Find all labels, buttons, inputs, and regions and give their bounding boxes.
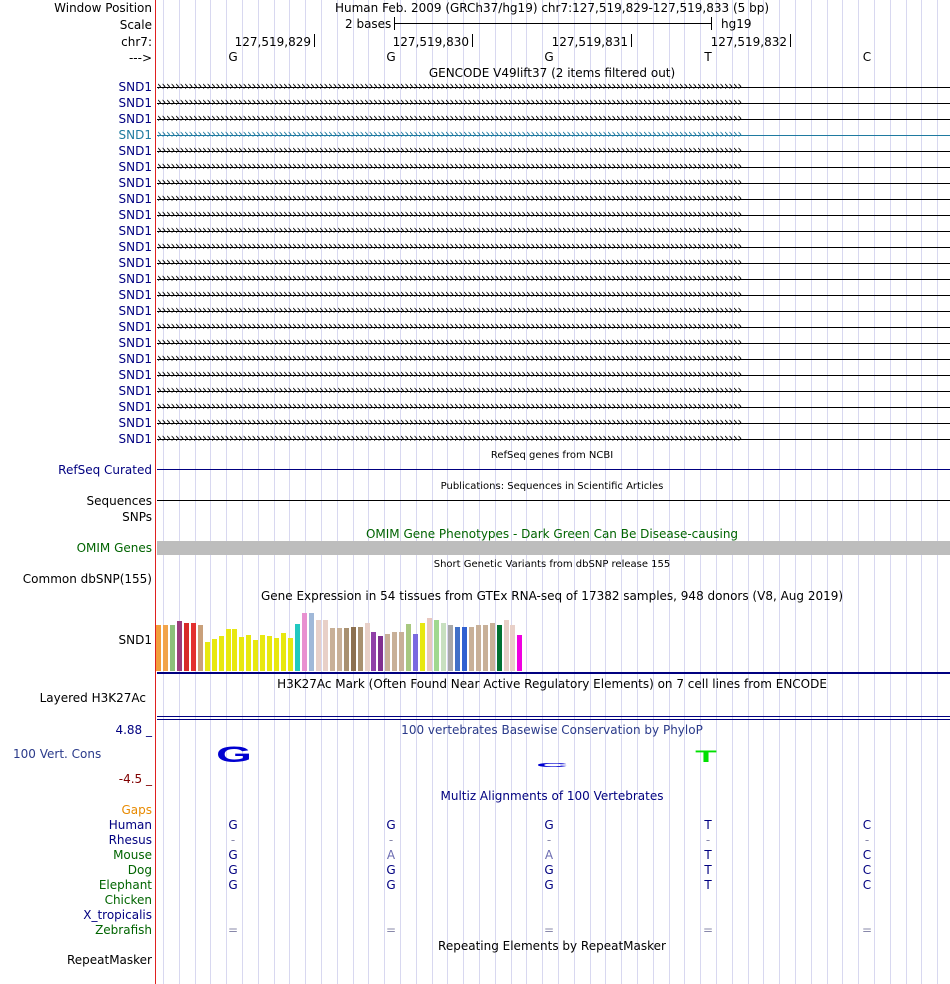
aligned-base: A [544, 848, 554, 862]
gtex-tissue-bar[interactable] [288, 638, 293, 671]
scale-bar-right-tick [711, 17, 712, 30]
gtex-tissue-bar[interactable] [330, 628, 335, 671]
aligned-base: G [386, 818, 396, 832]
gtex-tissue-bar[interactable] [413, 634, 418, 671]
gencode-transcript-arrows: ›››››››››››››››››››››››››››››››››››››››››››››››››››››››››››››››››››››››››››››››››››››››››››››››››››››››››››››››››››››››››››››››››› [157, 223, 742, 237]
gtex-tissue-bar[interactable] [191, 623, 196, 671]
aligned-base: = [227, 923, 239, 937]
ruler-tick [631, 34, 632, 47]
species-label[interactable]: Rhesus [108, 833, 152, 847]
gencode-transcript-label[interactable]: SND1 [118, 320, 152, 334]
aligned-base: T [704, 848, 712, 862]
gtex-tissue-bar[interactable] [337, 628, 342, 671]
omim-track-label[interactable]: OMIM Genes [76, 541, 152, 555]
gencode-transcript-arrows: ›››››››››››››››››››››››››››››››››››››››››››››››››››››››››››››››››››››››››››››››››››››››››››››››››››››››››››››››››››››››››››››››››› [157, 367, 742, 381]
dbsnp-track-label[interactable]: Common dbSNP(155) [22, 572, 152, 586]
gencode-transcript-arrows: ›››››››››››››››››››››››››››››››››››››››››››››››››››››››››››››››››››››››››››››››››››››››››››››››››››››››››››››››››››››››››››››››››› [157, 175, 742, 189]
gtex-tissue-bar[interactable] [434, 620, 439, 671]
scale-assembly: hg19 [721, 17, 752, 31]
gencode-transcript-arrows: ›››››››››››››››››››››››››››››››››››››››››››››››››››››››››››››››››››››››››››››››››››››››››››››››››››››››››››››››››››››››››››››››››› [157, 79, 742, 93]
dbsnp-track-title: Short Genetic Variants from dbSNP release 155 [433, 559, 671, 570]
reference-base: G [386, 50, 396, 64]
aligned-base: G [228, 818, 238, 832]
gencode-transcript-label[interactable]: SND1 [118, 400, 152, 414]
aligned-base: G [544, 863, 554, 877]
gtex-tissue-bar[interactable] [267, 636, 272, 671]
aligned-base: T [704, 818, 712, 832]
gtex-tissue-bar[interactable] [351, 627, 356, 671]
gencode-transcript-arrows: ›››››››››››››››››››››››››››››››››››››››››››››››››››››››››››››››››››››››››››››››››››››››››››››››››››››››››››››››››››››››››››››››››› [157, 287, 742, 301]
gtex-tissue-bar[interactable] [476, 625, 481, 671]
ruler-position: 127,519,831 [551, 35, 628, 49]
aligned-base: C [862, 818, 872, 832]
gencode-transcript-arrows: ›››››››››››››››››››››››››››››››››››››››››››››››››››››››››››››››››››››››››››››››››››››››››››››››››››››››››››››››››››››››››››››››››› [157, 271, 742, 285]
conservation-letter: T [695, 746, 717, 766]
gtex-tissue-bar[interactable] [483, 625, 488, 671]
species-label[interactable]: Zebrafish [95, 923, 152, 937]
gtex-track-label[interactable]: SND1 [118, 633, 152, 647]
gtex-tissue-bar[interactable] [441, 623, 446, 671]
ruler-position: 127,519,832 [710, 35, 787, 49]
gtex-tissue-bar[interactable] [184, 623, 189, 671]
gtex-tissue-bar[interactable] [316, 620, 321, 671]
gtex-tissue-bar[interactable] [406, 624, 411, 671]
aligned-base: C [862, 863, 872, 877]
gtex-tissue-bar[interactable] [226, 629, 231, 671]
refseq-track-label[interactable]: RefSeq Curated [58, 463, 152, 477]
gencode-transcript-arrows: ›››››››››››››››››››››››››››››››››››››››››››››››››››››››››››››››››››››››››››››››››››››››››››››››››››››››››››››››››››››››››››››››››› [157, 383, 742, 397]
h3k27ac-track-title: H3K27Ac Mark (Often Found Near Active Regulatory Elements) on 7 cell lines from ENCODE [277, 677, 827, 691]
gencode-transcript-label[interactable]: SND1 [118, 352, 152, 366]
gtex-tissue-bar[interactable] [385, 634, 390, 671]
conservation-max-label: 4.88 _ [115, 723, 152, 737]
species-label[interactable]: Dog [127, 863, 152, 877]
gencode-transcript-label[interactable]: SND1 [118, 432, 152, 446]
aligned-base: C [862, 878, 872, 892]
gtex-tissue-bar[interactable] [392, 632, 397, 671]
gtex-tissue-bar[interactable] [246, 635, 251, 671]
gtex-tissue-bar[interactable] [448, 625, 453, 671]
aligned-base: - [705, 833, 711, 847]
snps-track-label[interactable]: SNPs [122, 510, 152, 524]
gtex-tissue-bar[interactable] [420, 623, 425, 671]
strand-label: ---> [128, 51, 152, 65]
ruler-position: 127,519,830 [392, 35, 469, 49]
gtex-tissue-bar[interactable] [490, 623, 495, 671]
gtex-tissue-bar[interactable] [253, 640, 258, 671]
gtex-tissue-bar[interactable] [156, 625, 161, 671]
gencode-transcript-arrows: ›››››››››››››››››››››››››››››››››››››››››››››››››››››››››››››››››››››››››››››››››››››››››››››››››››››››››››››››››››››››››››››››››› [157, 399, 742, 413]
gencode-transcript-label[interactable]: SND1 [118, 416, 152, 430]
publications-track-line [157, 500, 950, 501]
aligned-base: = [702, 923, 714, 937]
window-position-value: Human Feb. 2009 (GRCh37/hg19) chr7:127,519,829-127,519,833 (5 bp) [334, 1, 770, 15]
gtex-tissue-bar[interactable] [212, 639, 217, 671]
gtex-tissue-bar[interactable] [344, 628, 349, 671]
gtex-tissue-bar[interactable] [517, 635, 522, 671]
h3k27ac-line-bottom [157, 719, 950, 720]
aligned-base: G [228, 848, 238, 862]
gencode-transcript-label[interactable]: SND1 [118, 368, 152, 382]
gencode-transcript-label[interactable]: SND1 [118, 192, 152, 206]
gencode-transcript-label[interactable]: SND1 [118, 128, 152, 142]
h3k27ac-track-label[interactable]: Layered H3K27Ac [39, 691, 146, 705]
conservation-track-label[interactable]: 100 Vert. Cons [13, 747, 102, 761]
scale-bar [394, 23, 712, 24]
gtex-tissue-bar[interactable] [510, 625, 515, 671]
window-position-label: Window Position [54, 1, 152, 15]
repeatmasker-track-title: Repeating Elements by RepeatMasker [438, 939, 666, 953]
gaps-label[interactable]: Gaps [121, 803, 152, 817]
gtex-tissue-bar[interactable] [198, 625, 203, 671]
aligned-base: G [386, 863, 396, 877]
multiz-track-title: Multiz Alignments of 100 Vertebrates [440, 789, 664, 803]
gencode-transcript-arrows: ›››››››››››››››››››››››››››››››››››››››››››››››››››››››››››››››››››››››››››››››››››››››››››››››››››››››››››››››››››››››››››››››››› [157, 159, 742, 173]
aligned-base: G [544, 878, 554, 892]
gencode-transcript-label[interactable]: SND1 [118, 336, 152, 350]
species-label[interactable]: X_tropicalis [83, 908, 152, 922]
species-label[interactable]: Elephant [98, 878, 152, 892]
omim-track-title: OMIM Gene Phenotypes - Dark Green Can Be Disease-causing [365, 527, 739, 541]
gtex-tissue-bar[interactable] [295, 624, 300, 671]
gtex-tissue-bar[interactable] [163, 625, 168, 671]
omim-gene-bar[interactable] [157, 541, 950, 555]
reference-base: T [704, 50, 712, 64]
aligned-base: C [862, 848, 872, 862]
gencode-transcript-label[interactable]: SND1 [118, 288, 152, 302]
gencode-transcript-arrows: ›››››››››››››››››››››››››››››››››››››››››››››››››››››››››››››››››››››››››››››››››››››››››››››››››››››››››››››››››››››››››››››››››› [157, 207, 742, 221]
gencode-transcript-label[interactable]: SND1 [118, 256, 152, 270]
gtex-tissue-bar[interactable] [281, 633, 286, 671]
repeatmasker-track-label[interactable]: RepeatMasker [66, 953, 152, 967]
gencode-transcript-arrows: ›››››››››››››››››››››››››››››››››››››››››››››››››››››››››››››››››››››››››››››››››››››››››››››››››››››››››››››››››››››››››››››››››› [157, 191, 742, 205]
gencode-transcript-arrows: ›››››››››››››››››››››››››››››››››››››››››››››››››››››››››››››››››››››››››››››››››››››››››››››››››››››››››››››››››››››››››››››››››› [157, 335, 742, 349]
gtex-tissue-bar[interactable] [177, 621, 182, 671]
gencode-transcript-label[interactable]: SND1 [118, 304, 152, 318]
gtex-tissue-bar[interactable] [239, 637, 244, 671]
label-divider [155, 0, 156, 984]
publications-track-label[interactable]: Sequences [86, 494, 152, 508]
gtex-tissue-bar[interactable] [378, 636, 383, 671]
aligned-base: G [544, 818, 554, 832]
reference-base: G [228, 50, 238, 64]
refseq-track-title: RefSeq genes from NCBI [490, 450, 614, 461]
aligned-base: G [228, 878, 238, 892]
gtex-tissue-bar[interactable] [497, 625, 502, 671]
gtex-tissue-bar[interactable] [462, 627, 467, 671]
gtex-tissue-bar[interactable] [260, 635, 265, 671]
gtex-tissue-bar[interactable] [170, 625, 175, 671]
aligned-base: A [386, 848, 396, 862]
aligned-base: - [230, 833, 236, 847]
gtex-tissue-bar[interactable] [274, 638, 279, 671]
aligned-base: T [704, 863, 712, 877]
gtex-baseline [157, 672, 950, 674]
scale-value: 2 bases [345, 17, 392, 31]
aligned-base: = [861, 923, 873, 937]
gencode-transcript-label[interactable]: SND1 [118, 240, 152, 254]
conservation-letter: C [536, 762, 568, 769]
gtex-track-title: Gene Expression in 54 tissues from GTEx RNA-seq of 17382 samples, 948 donors (V8, Aug 2019) [260, 589, 844, 603]
gencode-transcript-label[interactable]: SND1 [118, 144, 152, 158]
gencode-transcript-arrows: ›››››››››››››››››››››››››››››››››››››››››››››››››››››››››››››››››››››››››››››››››››››››››››››››››››››››››››››››››››››››››››››››››› [157, 239, 742, 253]
gtex-tissue-bar[interactable] [232, 629, 237, 671]
gtex-tissue-bar[interactable] [504, 620, 509, 671]
gencode-transcript-label[interactable]: SND1 [118, 272, 152, 286]
ruler-tick [790, 34, 791, 47]
gtex-tissue-bar[interactable] [371, 632, 376, 671]
gtex-tissue-bar[interactable] [219, 636, 224, 671]
gencode-transcript-label[interactable]: SND1 [118, 160, 152, 174]
reference-base: G [544, 50, 554, 64]
gencode-transcript-label[interactable]: SND1 [118, 176, 152, 190]
gtex-tissue-bar[interactable] [358, 627, 363, 671]
gencode-transcript-arrows: ›››››››››››››››››››››››››››››››››››››››››››››››››››››››››››››››››››››››››››››››››››››››››››››››››››››››››››››››››››››››››››››››››› [157, 319, 742, 333]
gencode-transcript-arrows: ›››››››››››››››››››››››››››››››››››››››››››››››››››››››››››››››››››››››››››››››››››››››››››››››››››››››››››››››››››››››››››››››››› [157, 415, 742, 429]
chrom-label: chr7: [121, 35, 152, 49]
gencode-transcript-label[interactable]: SND1 [118, 96, 152, 110]
conservation-letter: G [216, 741, 252, 767]
gtex-tissue-bar[interactable] [302, 613, 307, 671]
aligned-base: = [543, 923, 555, 937]
publications-track-title: Publications: Sequences in Scientific Articles [440, 481, 664, 492]
h3k27ac-line-top [157, 716, 950, 717]
gencode-transcript-arrows: ›››››››››››››››››››››››››››››››››››››››››››››››››››››››››››››››››››››››››››››››››››››››››››››››››››››››››››››››››››››››››››››››››› [157, 255, 742, 269]
gencode-transcript-arrows: ›››››››››››››››››››››››››››››››››››››››››››››››››››››››››››››››››››››››››››››››››››››››››››››››››››››››››››››››››››››››››››››››››› [157, 111, 742, 125]
aligned-base: T [704, 878, 712, 892]
species-label[interactable]: Mouse [113, 848, 152, 862]
gencode-transcript-label[interactable]: SND1 [118, 224, 152, 238]
ruler-tick [314, 34, 315, 47]
gtex-tissue-bar[interactable] [455, 627, 460, 671]
aligned-base: - [546, 833, 552, 847]
conservation-min-label: -4.5 _ [118, 772, 152, 786]
gencode-transcript-label[interactable]: SND1 [118, 208, 152, 222]
reference-base: C [862, 50, 872, 64]
aligned-base: - [864, 833, 870, 847]
gencode-transcript-label[interactable]: SND1 [118, 80, 152, 94]
gencode-transcript-arrows: ›››››››››››››››››››››››››››››››››››››››››››››››››››››››››››››››››››››››››››››››››››››››››››››››››››››››››››››››››››››››››››››››››› [157, 143, 742, 157]
gtex-tissue-bar[interactable] [399, 632, 404, 671]
species-label[interactable]: Chicken [104, 893, 152, 907]
gtex-tissue-bar[interactable] [323, 620, 328, 671]
gencode-transcript-arrows: ›››››››››››››››››››››››››››››››››››››››››››››››››››››››››››››››››››››››››››››››››››››››››››››››››››››››››››››››››››››››››››››››››› [157, 431, 742, 445]
gtex-tissue-bar[interactable] [205, 642, 210, 671]
conservation-track-title: 100 vertebrates Basewise Conservation by PhyloP [401, 723, 703, 737]
gencode-transcript-label[interactable]: SND1 [118, 112, 152, 126]
refseq-track-line [157, 469, 950, 470]
aligned-base: - [388, 833, 394, 847]
gtex-tissue-bar[interactable] [365, 623, 370, 671]
gtex-tissue-bar[interactable] [469, 627, 474, 671]
ruler-position: 127,519,829 [234, 35, 311, 49]
gencode-transcript-arrows: ›››››››››››››››››››››››››››››››››››››››››››››››››››››››››››››››››››››››››››››››››››››››››››››››››››››››››››››››››››››››››››››››››› [157, 351, 742, 365]
aligned-base: G [228, 863, 238, 877]
gencode-transcript-arrows: ›››››››››››››››››››››››››››››››››››››››››››››››››››››››››››››››››››››››››››››››››››››››››››››››››››››››››››››››››››››››››››››››››› [157, 127, 742, 141]
gtex-tissue-bar[interactable] [309, 613, 314, 671]
species-label[interactable]: Human [108, 818, 152, 832]
gencode-transcript-label[interactable]: SND1 [118, 384, 152, 398]
scale-label: Scale [119, 18, 152, 32]
aligned-base: G [386, 878, 396, 892]
gencode-transcript-arrows: ›››››››››››››››››››››››››››››››››››››››››››››››››››››››››››››››››››››››››››››››››››››››››››››››››››››››››››››››››››››››››››››››››› [157, 95, 742, 109]
gencode-track-title: GENCODE V49lift37 (2 items filtered out) [428, 66, 676, 80]
ruler-tick [472, 34, 473, 47]
gencode-transcript-arrows: ›››››››››››››››››››››››››››››››››››››››››››››››››››››››››››››››››››››››››››››››››››››››››››››››››››››››››››››››››››››››››››››››››› [157, 303, 742, 317]
aligned-base: = [385, 923, 397, 937]
gtex-tissue-bar[interactable] [427, 618, 432, 671]
